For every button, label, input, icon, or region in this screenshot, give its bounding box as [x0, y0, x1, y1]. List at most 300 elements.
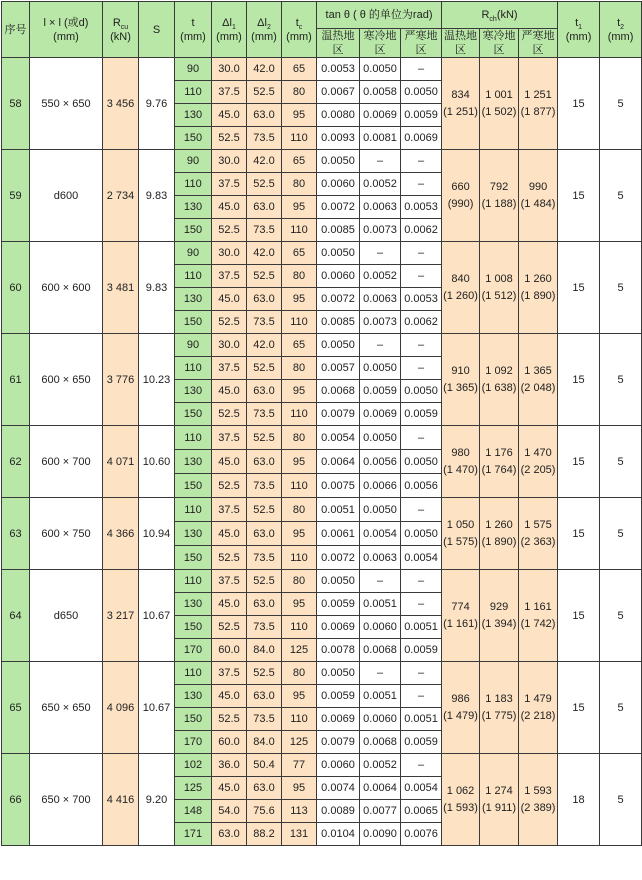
header-tan-severe: 严寒地区	[401, 29, 442, 58]
cell-t: 110	[175, 265, 212, 288]
rch-value: 1 008	[485, 272, 513, 285]
cell-t: 90	[175, 242, 212, 265]
cell-rch-cold	[480, 334, 519, 426]
rch-value-alt: (1 911)	[482, 801, 517, 814]
cell-t: 90	[175, 334, 212, 357]
header-rch-severe: 严寒地区	[519, 29, 558, 58]
cell-t: 110	[175, 81, 212, 104]
cell-t: 130	[175, 380, 212, 403]
rch-value-alt: (2 389)	[520, 801, 556, 814]
header-t: t (mm)	[175, 2, 212, 58]
cell-dl1: 37.5	[212, 662, 247, 685]
cell-dl2: 52.5	[247, 173, 282, 196]
cell-tan-warm: 0.0060	[317, 173, 360, 196]
cell-rch-warm	[442, 662, 480, 754]
rch-value-alt: (1 593)	[443, 801, 478, 814]
cell-dl2: 42.0	[247, 150, 282, 173]
cell-dl2: 63.0	[247, 104, 282, 127]
rch-value-alt: (1 188)	[481, 197, 517, 210]
header-t2: $t_2$ (mm)	[600, 2, 642, 58]
cell-tc: 110	[282, 474, 317, 498]
cell-tan-warm: 0.0080	[317, 104, 360, 127]
rch-value-alt: (1 890)	[520, 289, 556, 302]
cell-rch-severe	[519, 334, 558, 426]
cell-tan-cold: 0.0051	[360, 593, 401, 616]
cell-dl1: 30.0	[212, 150, 247, 173]
cell-t: 90	[175, 58, 212, 81]
cell-tc: 80	[282, 570, 317, 593]
cell-rcu: 4 366	[103, 498, 139, 570]
cell-dl1: 52.5	[212, 311, 247, 334]
table-row	[2, 570, 642, 593]
cell-t2: 5	[600, 498, 642, 570]
rch-value-alt: (1 575)	[443, 535, 478, 548]
cell-s: 9.83	[139, 150, 175, 242]
rch-value-alt: (1 775)	[481, 709, 517, 722]
cell-seq: 60	[2, 242, 30, 334]
rch-value-alt: (1 365)	[443, 381, 478, 394]
cell-t1: 15	[558, 334, 600, 426]
rch-value: 774	[451, 600, 470, 613]
rch-value-alt: (1 161)	[443, 617, 478, 630]
cell-tc: 95	[282, 777, 317, 800]
cell-tan-warm: 0.0093	[317, 127, 360, 150]
cell-tan-severe: 0.0051	[401, 616, 442, 639]
cell-dl1: 45.0	[212, 104, 247, 127]
cell-dl2: 63.0	[247, 196, 282, 219]
cell-tc: 95	[282, 450, 317, 474]
cell-t: 110	[175, 662, 212, 685]
cell-t1: 15	[558, 58, 600, 150]
cell-tc: 110	[282, 219, 317, 242]
cell-dl2: 63.0	[247, 450, 282, 474]
cell-dl2: 63.0	[247, 685, 282, 708]
cell-dl1: 37.5	[212, 498, 247, 522]
cell-tan-cold: –	[360, 242, 401, 265]
cell-tan-cold: 0.0060	[360, 616, 401, 639]
cell-dl2: 52.5	[247, 498, 282, 522]
rch-value-alt: (1 890)	[481, 535, 517, 548]
cell-tan-cold: 0.0050	[360, 357, 401, 380]
cell-tan-warm: 0.0072	[317, 546, 360, 570]
cell-tc: 125	[282, 731, 317, 754]
cell-rcu: 4 416	[103, 754, 139, 846]
cell-rch-severe	[519, 662, 558, 754]
rch-value: 1 365	[524, 364, 552, 377]
cell-tc: 125	[282, 639, 317, 662]
cell-dl2: 50.4	[247, 754, 282, 777]
cell-tan-warm: 0.0060	[317, 754, 360, 777]
cell-dl2: 63.0	[247, 380, 282, 403]
cell-tan-cold: 0.0073	[360, 311, 401, 334]
rch-value-alt: (2 205)	[520, 463, 556, 476]
header-rch-cold: 寒冷地区	[480, 29, 519, 58]
cell-tc: 110	[282, 616, 317, 639]
rch-value-alt: (1 638)	[481, 381, 517, 394]
cell-tc: 95	[282, 685, 317, 708]
header-t1: $t_1$ (mm)	[558, 2, 600, 58]
rch-value-alt: (2 218)	[520, 709, 556, 722]
cell-dl1: 45.0	[212, 685, 247, 708]
cell-tc: 95	[282, 288, 317, 311]
cell-tan-cold: 0.0056	[360, 450, 401, 474]
cell-tan-severe: –	[401, 242, 442, 265]
cell-t: 110	[175, 498, 212, 522]
rch-value-alt: (1 877)	[520, 105, 556, 118]
cell-dl2: 52.5	[247, 426, 282, 450]
cell-dl2: 52.5	[247, 662, 282, 685]
cell-t: 130	[175, 685, 212, 708]
cell-t2: 5	[600, 334, 642, 426]
cell-tan-warm: 0.0059	[317, 593, 360, 616]
cell-s: 10.23	[139, 334, 175, 426]
cell-rch-cold	[480, 58, 519, 150]
cell-tc: 110	[282, 311, 317, 334]
cell-tan-severe: 0.0053	[401, 196, 442, 219]
cell-tc: 95	[282, 196, 317, 219]
cell-dl1: 60.0	[212, 731, 247, 754]
rch-value-alt: (1 479)	[443, 709, 478, 722]
cell-t2: 5	[600, 570, 642, 662]
cell-tan-cold: –	[360, 150, 401, 173]
cell-tan-severe: 0.0053	[401, 288, 442, 311]
cell-tan-severe: 0.0076	[401, 823, 442, 846]
cell-rch-warm	[442, 334, 480, 426]
header-dl2: $\Delta l_2$ (mm)	[247, 2, 282, 58]
cell-t1: 18	[558, 754, 600, 846]
cell-tc: 95	[282, 593, 317, 616]
cell-rch-cold	[480, 242, 519, 334]
cell-dl2: 73.5	[247, 311, 282, 334]
cell-t1: 15	[558, 242, 600, 334]
header-tan-group: tan θ ( θ 的单位为rad)	[317, 2, 442, 29]
cell-tc: 80	[282, 357, 317, 380]
rch-value: 929	[489, 600, 509, 613]
cell-s: 9.76	[139, 58, 175, 150]
cell-rch-warm	[442, 426, 480, 498]
rch-value: 910	[451, 364, 470, 377]
cell-tan-warm: 0.0053	[317, 58, 360, 81]
cell-tan-cold: 0.0050	[360, 426, 401, 450]
cell-dl1: 45.0	[212, 522, 247, 546]
cell-tan-severe: 0.0069	[401, 127, 442, 150]
cell-t2: 5	[600, 242, 642, 334]
cell-t: 90	[175, 150, 212, 173]
cell-dl1: 45.0	[212, 450, 247, 474]
rch-value: 1 050	[446, 518, 475, 531]
table-row	[2, 58, 642, 81]
cell-t: 130	[175, 450, 212, 474]
cell-tan-cold: 0.0059	[360, 380, 401, 403]
cell-tc: 95	[282, 380, 317, 403]
cell-tan-cold: 0.0068	[360, 731, 401, 754]
cell-tan-severe: 0.0059	[401, 731, 442, 754]
cell-t: 150	[175, 474, 212, 498]
cell-tan-severe: 0.0059	[401, 639, 442, 662]
cell-tan-severe: 0.0050	[401, 380, 442, 403]
cell-rch-warm	[442, 498, 480, 570]
cell-size: d600	[30, 150, 103, 242]
cell-s: 10.67	[139, 570, 175, 662]
cell-tc: 77	[282, 754, 317, 777]
cell-tan-cold: 0.0069	[360, 403, 401, 426]
table-header	[2, 2, 642, 58]
cell-tan-warm: 0.0051	[317, 498, 360, 522]
cell-t: 150	[175, 546, 212, 570]
cell-dl2: 73.5	[247, 474, 282, 498]
cell-tan-warm: 0.0061	[317, 522, 360, 546]
cell-tan-severe: –	[401, 334, 442, 357]
table-row	[2, 150, 642, 173]
rch-value: 1 470	[524, 446, 552, 459]
cell-s: 9.83	[139, 242, 175, 334]
cell-tan-warm: 0.0074	[317, 777, 360, 800]
cell-dl2: 42.0	[247, 58, 282, 81]
table-row	[2, 426, 642, 450]
cell-tan-severe: –	[401, 593, 442, 616]
cell-tan-warm: 0.0079	[317, 403, 360, 426]
cell-rcu: 3 776	[103, 334, 139, 426]
cell-rch-warm	[442, 150, 480, 242]
cell-t: 170	[175, 639, 212, 662]
header-rch-warm: 温热地区	[442, 29, 480, 58]
rch-value: 1 176	[485, 446, 513, 459]
cell-tan-cold: 0.0063	[360, 196, 401, 219]
cell-t: 130	[175, 288, 212, 311]
cell-dl2: 52.5	[247, 265, 282, 288]
rch-value: 1 479	[524, 692, 552, 705]
rch-value-alt: (1 251)	[443, 105, 478, 118]
cell-dl1: 52.5	[212, 474, 247, 498]
cell-t: 150	[175, 708, 212, 731]
cell-t: 148	[175, 800, 212, 823]
rch-value: 1 161	[524, 600, 552, 613]
cell-t: 125	[175, 777, 212, 800]
cell-dl2: 73.5	[247, 708, 282, 731]
header-rcu: $R_{cu}$ (kN)	[103, 2, 139, 58]
rch-value-alt: (2 048)	[520, 381, 556, 394]
cell-dl2: 73.5	[247, 127, 282, 150]
cell-dl2: 84.0	[247, 731, 282, 754]
cell-tc: 80	[282, 173, 317, 196]
cell-dl2: 52.5	[247, 357, 282, 380]
header-dl1: $\Delta l_1$ (mm)	[212, 2, 247, 58]
cell-rch-cold	[480, 426, 519, 498]
rch-value: 1 251	[524, 88, 552, 101]
cell-dl2: 52.5	[247, 570, 282, 593]
cell-rch-cold	[480, 150, 519, 242]
cell-rch-severe	[519, 754, 558, 846]
header-rch-group: $R_{ch}(kN)$	[442, 2, 558, 29]
cell-size: 600 × 600	[30, 242, 103, 334]
cell-tan-cold: –	[360, 570, 401, 593]
cell-tan-severe: 0.0059	[401, 104, 442, 127]
cell-rch-severe	[519, 426, 558, 498]
cell-t1: 15	[558, 150, 600, 242]
cell-tc: 80	[282, 498, 317, 522]
cell-dl1: 37.5	[212, 426, 247, 450]
cell-tan-cold: 0.0058	[360, 81, 401, 104]
rch-value: 660	[451, 180, 470, 193]
cell-t2: 5	[600, 662, 642, 754]
cell-dl1: 45.0	[212, 593, 247, 616]
cell-tc: 131	[282, 823, 317, 846]
cell-tan-warm: 0.0085	[317, 311, 360, 334]
cell-t: 150	[175, 311, 212, 334]
rch-value: 1 260	[485, 518, 513, 531]
cell-rcu: 3 217	[103, 570, 139, 662]
cell-dl1: 52.5	[212, 708, 247, 731]
cell-tan-severe: 0.0062	[401, 311, 442, 334]
cell-dl1: 54.0	[212, 800, 247, 823]
rch-value-alt: (1 742)	[520, 617, 556, 630]
cell-rch-severe	[519, 150, 558, 242]
cell-rcu: 3 481	[103, 242, 139, 334]
cell-tan-severe: –	[401, 173, 442, 196]
cell-tan-cold: –	[360, 662, 401, 685]
cell-tan-cold: 0.0090	[360, 823, 401, 846]
cell-t: 110	[175, 357, 212, 380]
header-s: S	[139, 2, 175, 58]
cell-rch-severe	[519, 498, 558, 570]
rch-value-alt: (1 260)	[443, 289, 478, 302]
cell-rch-cold	[480, 662, 519, 754]
cell-t: 150	[175, 127, 212, 150]
cell-dl2: 73.5	[247, 546, 282, 570]
cell-t1: 15	[558, 426, 600, 498]
table-row	[2, 334, 642, 357]
cell-dl1: 45.0	[212, 380, 247, 403]
cell-t: 110	[175, 173, 212, 196]
rch-value-alt: (1 512)	[481, 289, 517, 302]
cell-tan-severe: 0.0056	[401, 474, 442, 498]
rch-value: 792	[489, 180, 509, 193]
cell-seq: 62	[2, 426, 30, 498]
cell-t: 130	[175, 522, 212, 546]
cell-tan-warm: 0.0089	[317, 800, 360, 823]
cell-dl1: 37.5	[212, 357, 247, 380]
cell-seq: 58	[2, 58, 30, 150]
cell-tan-warm: 0.0067	[317, 81, 360, 104]
cell-tan-warm: 0.0069	[317, 616, 360, 639]
cell-size: 650 × 650	[30, 662, 103, 754]
cell-tan-cold: 0.0050	[360, 58, 401, 81]
bearing-spec-table	[1, 1, 642, 846]
cell-dl2: 75.6	[247, 800, 282, 823]
cell-tan-warm: 0.0078	[317, 639, 360, 662]
cell-tc: 110	[282, 708, 317, 731]
cell-tan-warm: 0.0104	[317, 823, 360, 846]
cell-dl1: 45.0	[212, 196, 247, 219]
cell-dl1: 37.5	[212, 265, 247, 288]
rch-value: 980	[451, 446, 470, 459]
rch-value: 1 274	[485, 784, 513, 797]
cell-t2: 5	[600, 754, 642, 846]
cell-tan-warm: 0.0072	[317, 196, 360, 219]
cell-size: d650	[30, 570, 103, 662]
cell-tan-cold: 0.0054	[360, 522, 401, 546]
cell-tan-warm: 0.0059	[317, 685, 360, 708]
cell-dl2: 63.0	[247, 522, 282, 546]
header-tan-cold: 寒冷地区	[360, 29, 401, 58]
header-tc: $t_c$ (mm)	[282, 2, 317, 58]
cell-dl2: 73.5	[247, 616, 282, 639]
cell-tan-severe: 0.0050	[401, 81, 442, 104]
cell-tan-warm: 0.0064	[317, 450, 360, 474]
cell-rch-cold	[480, 754, 519, 846]
rch-value-alt: (1 394)	[481, 617, 517, 630]
cell-dl1: 52.5	[212, 616, 247, 639]
cell-dl1: 52.5	[212, 546, 247, 570]
cell-rch-cold	[480, 498, 519, 570]
cell-tan-cold: 0.0073	[360, 219, 401, 242]
cell-t: 150	[175, 403, 212, 426]
cell-tc: 65	[282, 150, 317, 173]
rch-value-alt: (1 764)	[481, 463, 517, 476]
cell-tan-warm: 0.0079	[317, 731, 360, 754]
cell-tan-cold: 0.0068	[360, 639, 401, 662]
cell-tan-cold: 0.0052	[360, 173, 401, 196]
cell-tan-severe: –	[401, 426, 442, 450]
cell-t: 110	[175, 570, 212, 593]
cell-tan-cold: 0.0066	[360, 474, 401, 498]
cell-t: 130	[175, 593, 212, 616]
cell-dl1: 52.5	[212, 403, 247, 426]
cell-rcu: 3 456	[103, 58, 139, 150]
cell-dl2: 63.0	[247, 593, 282, 616]
cell-dl2: 63.0	[247, 777, 282, 800]
cell-t: 130	[175, 104, 212, 127]
cell-tan-cold: 0.0052	[360, 265, 401, 288]
cell-size: 650 × 700	[30, 754, 103, 846]
cell-tan-severe: –	[401, 498, 442, 522]
cell-tan-severe: –	[401, 685, 442, 708]
cell-dl2: 73.5	[247, 219, 282, 242]
cell-t2: 5	[600, 58, 642, 150]
cell-t: 171	[175, 823, 212, 846]
table-row	[2, 754, 642, 777]
table-row	[2, 662, 642, 685]
cell-tan-cold: 0.0077	[360, 800, 401, 823]
cell-tan-cold: 0.0069	[360, 104, 401, 127]
cell-tc: 110	[282, 403, 317, 426]
cell-tc: 110	[282, 546, 317, 570]
cell-tan-severe: –	[401, 58, 442, 81]
cell-tan-warm: 0.0069	[317, 708, 360, 731]
cell-dl1: 37.5	[212, 81, 247, 104]
table-body	[2, 58, 642, 846]
cell-s: 10.60	[139, 426, 175, 498]
cell-seq: 61	[2, 334, 30, 426]
cell-tan-cold: 0.0064	[360, 777, 401, 800]
rch-value: 1 593	[524, 784, 552, 797]
cell-rch-warm	[442, 754, 480, 846]
cell-tan-warm: 0.0050	[317, 662, 360, 685]
cell-rch-cold	[480, 570, 519, 662]
cell-tan-severe: –	[401, 150, 442, 173]
cell-tan-severe: –	[401, 754, 442, 777]
cell-seq: 65	[2, 662, 30, 754]
cell-s: 10.67	[139, 662, 175, 754]
rch-value: 1 001	[485, 88, 513, 101]
header-size: l × l (或d) (mm)	[30, 2, 103, 58]
rch-value-alt: (1 470)	[443, 463, 478, 476]
cell-tan-warm: 0.0068	[317, 380, 360, 403]
cell-tc: 113	[282, 800, 317, 823]
cell-size: 600 × 700	[30, 426, 103, 498]
cell-dl2: 73.5	[247, 403, 282, 426]
cell-tan-severe: 0.0050	[401, 450, 442, 474]
